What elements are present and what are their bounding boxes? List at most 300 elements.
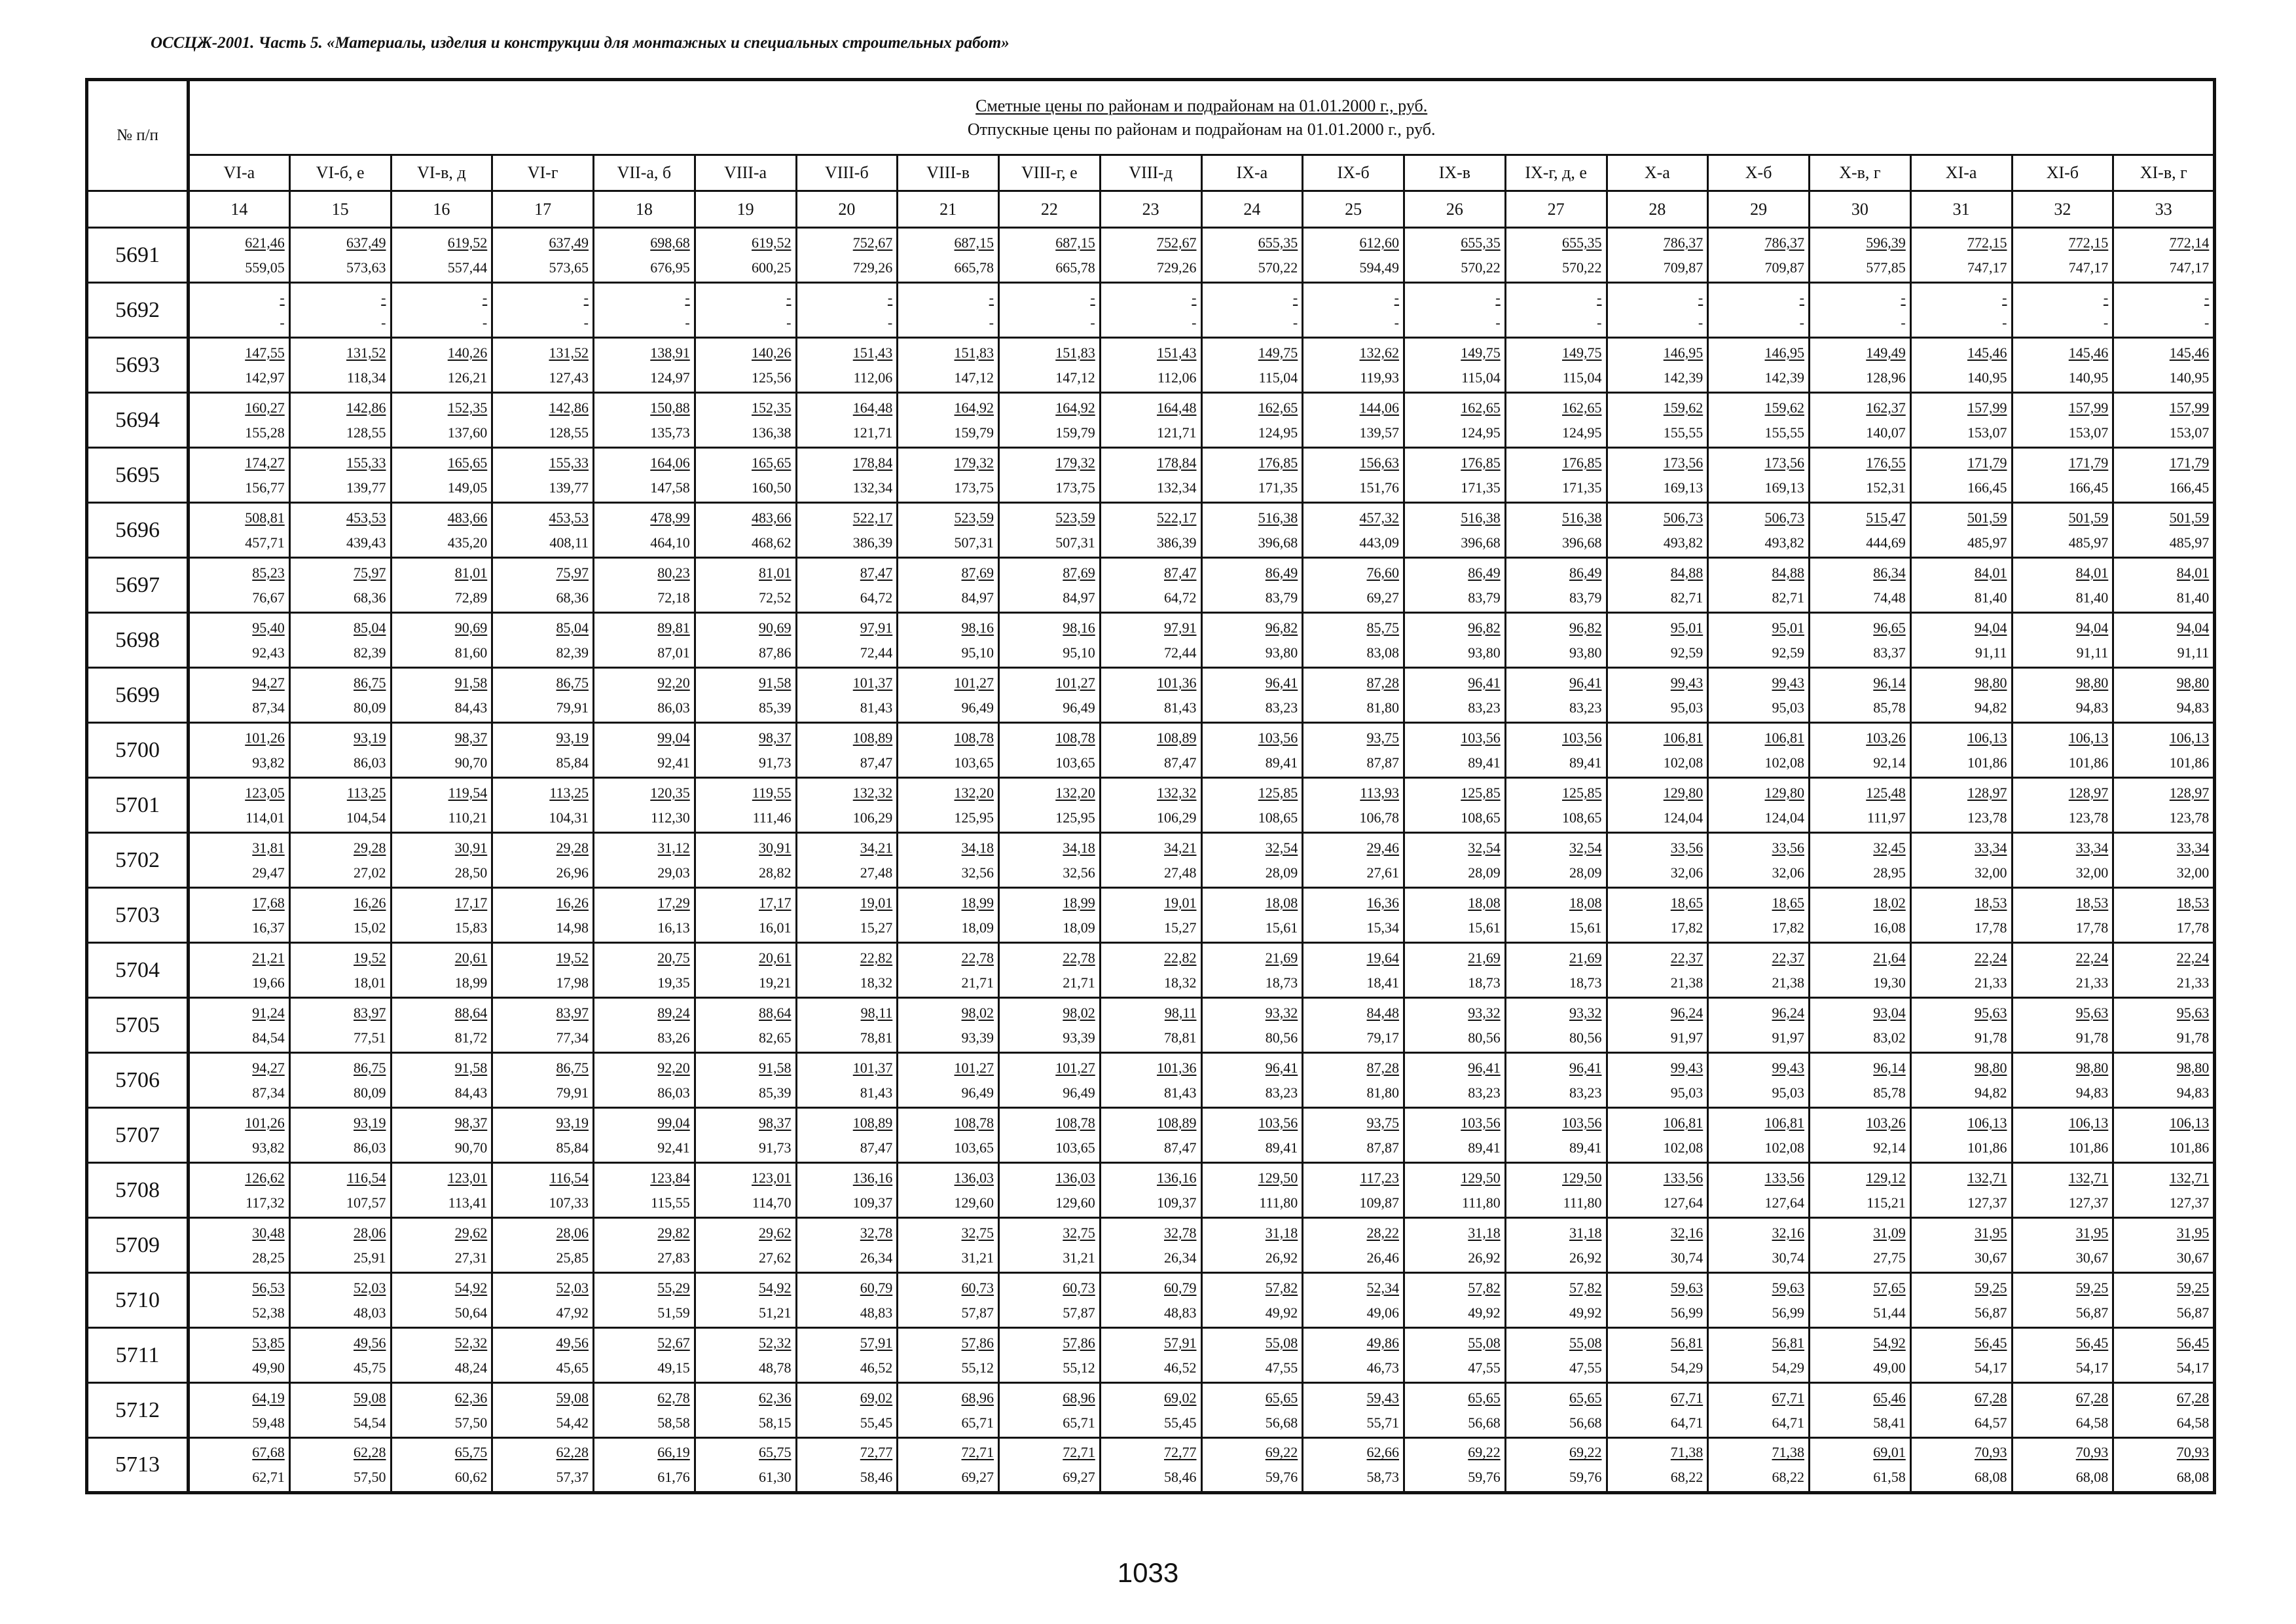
estimated-price: 56,45: [1975, 1334, 2007, 1351]
estimated-price: 140,26: [447, 344, 488, 361]
release-price: 48,03: [354, 1304, 386, 1321]
price-cell: [1505, 283, 1607, 338]
price-cell: [796, 888, 898, 943]
price-cell: [189, 613, 290, 668]
price-cell: [1303, 1163, 1404, 1218]
release-price: 26,92: [1468, 1249, 1501, 1266]
price-cell: [391, 668, 492, 723]
column-number: 27: [1505, 191, 1607, 228]
release-price: 72,44: [860, 644, 893, 661]
estimated-price: 57,82: [1569, 1279, 1602, 1296]
estimated-price: 106,81: [1764, 729, 1804, 746]
estimated-price: 84,01: [2075, 564, 2109, 581]
item-number: 5699: [87, 668, 189, 723]
estimated-price: 32,54: [1265, 839, 1298, 856]
release-price: 79,91: [556, 1084, 589, 1101]
price-cell: [2012, 1438, 2113, 1493]
estimated-price: 87,28: [1366, 674, 1399, 691]
price-cell: [594, 1053, 695, 1108]
estimated-price: 95,63: [2176, 1004, 2210, 1021]
price-cell: [492, 1383, 594, 1438]
release-price: 77,51: [354, 1029, 386, 1046]
price-cell: [1303, 503, 1404, 558]
estimated-price: 106,13: [1967, 1114, 2007, 1131]
estimated-price: 133,56: [1764, 1169, 1804, 1186]
price-cell: [492, 338, 594, 393]
column-number: 18: [594, 191, 695, 228]
price-cell: [1607, 393, 1708, 448]
release-price: 55,45: [1164, 1414, 1197, 1431]
estimated-price: 83,97: [556, 1004, 589, 1021]
estimated-price: 93,32: [1468, 1004, 1501, 1021]
release-price: 85,84: [556, 1139, 589, 1156]
estimated-price: 86,75: [556, 1059, 589, 1076]
release-price: 139,77: [549, 479, 589, 496]
price-cell: [1708, 448, 1810, 503]
release-price: 106,29: [852, 809, 893, 826]
column-header: X-б: [1708, 155, 1810, 191]
release-price: 72,89: [454, 589, 488, 606]
price-cell: [2113, 943, 2215, 998]
estimated-price: 28,22: [1366, 1224, 1399, 1241]
estimated-price: 99,43: [1772, 674, 1804, 691]
estimated-price: 596,39: [1866, 234, 1906, 251]
price-cell: [999, 833, 1101, 888]
price-cell: [391, 1273, 492, 1328]
estimated-price: 31,81: [252, 839, 285, 856]
estimated-price: 90,69: [454, 619, 488, 636]
price-cell: [1201, 1328, 1303, 1383]
estimated-price: -: [1597, 289, 1602, 306]
release-price: 16,08: [1873, 919, 1906, 936]
price-cell: [1303, 1273, 1404, 1328]
estimated-price: 60,79: [860, 1279, 893, 1296]
estimated-price: 93,19: [556, 729, 589, 746]
price-cell: [898, 448, 999, 503]
price-cell: [796, 1053, 898, 1108]
price-cell: [1708, 1273, 1810, 1328]
release-price: 56,87: [2075, 1304, 2109, 1321]
release-price: 77,34: [556, 1029, 589, 1046]
estimated-price: 84,48: [1366, 1004, 1399, 1021]
estimated-price: 18,53: [2176, 894, 2210, 911]
price-cell: [1303, 943, 1404, 998]
release-price: 49,92: [1569, 1304, 1602, 1321]
table-row: [87, 1053, 2215, 1108]
price-cell: [2113, 393, 2215, 448]
estimated-price: 52,03: [354, 1279, 386, 1296]
price-cell: [1708, 503, 1810, 558]
estimated-price: 106,81: [1663, 1114, 1704, 1131]
estimated-price: 151,43: [852, 344, 893, 361]
price-cell: [2113, 778, 2215, 833]
estimated-price: 145,46: [2068, 344, 2109, 361]
estimated-price: 56,81: [1670, 1334, 1704, 1351]
column-number: 23: [1100, 191, 1201, 228]
estimated-price: 103,56: [1258, 729, 1298, 746]
price-cell: [1303, 448, 1404, 503]
estimated-price: 621,46: [245, 234, 285, 251]
price-cell: [1810, 1218, 1911, 1273]
release-price: 85,39: [759, 1084, 792, 1101]
estimated-price: 29,62: [759, 1224, 792, 1241]
estimated-price: 103,56: [1461, 1114, 1501, 1131]
item-number: 5706: [87, 1053, 189, 1108]
estimated-price: 129,50: [1562, 1169, 1602, 1186]
release-price: 81,43: [1164, 1084, 1197, 1101]
estimated-price: 132,32: [852, 784, 893, 801]
price-cell: [189, 503, 290, 558]
estimated-price: 52,32: [454, 1334, 488, 1351]
estimated-price: 95,01: [1772, 619, 1804, 636]
release-price: -: [381, 314, 386, 331]
price-cell: [1303, 558, 1404, 613]
release-price: 87,34: [252, 1084, 285, 1101]
price-cell: [999, 778, 1101, 833]
release-price: 113,41: [448, 1194, 488, 1211]
estimated-price: 698,68: [650, 234, 690, 251]
column-number: 14: [189, 191, 290, 228]
price-cell: [1404, 833, 1506, 888]
estimated-price: 65,65: [1569, 1389, 1602, 1406]
price-cell: [289, 338, 391, 393]
release-price: 15,27: [860, 919, 893, 936]
price-cell: [391, 1218, 492, 1273]
estimated-price: 98,37: [759, 729, 792, 746]
estimated-price: -: [1901, 289, 1906, 306]
price-cell: [1810, 283, 1911, 338]
estimated-price: 91,58: [454, 674, 488, 691]
release-price: 27,48: [860, 864, 893, 881]
release-price: 125,56: [752, 369, 792, 386]
price-cell: [1910, 448, 2012, 503]
estimated-price: 101,37: [852, 1059, 893, 1076]
release-price: -: [1698, 314, 1704, 331]
release-price: 95,03: [1772, 1084, 1804, 1101]
price-cell: [1100, 723, 1201, 778]
estimated-price: 160,27: [245, 399, 285, 416]
price-cell: [1100, 1328, 1201, 1383]
table-row: [87, 1438, 2215, 1493]
item-number: 5691: [87, 228, 189, 283]
release-price: 17,82: [1772, 919, 1804, 936]
price-cell: [898, 1328, 999, 1383]
price-cell: [1810, 1273, 1911, 1328]
price-cell: [289, 888, 391, 943]
price-cell: [492, 998, 594, 1053]
release-price: 17,98: [556, 974, 589, 991]
estimated-price: 176,85: [1258, 454, 1298, 471]
release-price: 96,49: [961, 1084, 994, 1101]
estimated-price: 96,24: [1772, 1004, 1804, 1021]
price-cell: [1100, 283, 1201, 338]
price-cell: [391, 393, 492, 448]
release-price: 25,85: [556, 1249, 589, 1266]
release-price: 26,96: [556, 864, 589, 881]
estimated-price: 75,97: [556, 564, 589, 581]
estimated-price: 149,75: [1258, 344, 1298, 361]
release-price: 123,78: [2169, 809, 2210, 826]
estimated-price: 97,91: [860, 619, 893, 636]
release-price: 149,05: [447, 479, 488, 496]
release-price: -: [583, 314, 589, 331]
price-cell: [189, 778, 290, 833]
price-cell: [1810, 448, 1911, 503]
item-number: 5694: [87, 393, 189, 448]
price-cell: [796, 558, 898, 613]
price-cell: [1404, 338, 1506, 393]
price-cell: [2012, 613, 2113, 668]
estimated-price: 69,22: [1569, 1444, 1602, 1460]
estimated-price: 65,65: [1468, 1389, 1501, 1406]
price-cell: [1100, 228, 1201, 283]
price-cell: [189, 1108, 290, 1163]
estimated-price: 53,85: [252, 1334, 285, 1351]
price-cell: [1910, 228, 2012, 283]
estimated-price: 129,50: [1258, 1169, 1298, 1186]
price-cell: [289, 228, 391, 283]
price-cell: [695, 1328, 796, 1383]
price-cell: [492, 778, 594, 833]
release-price: 68,08: [1975, 1469, 2007, 1485]
estimated-price: 59,25: [2176, 1279, 2210, 1296]
estimated-price: 523,59: [1055, 509, 1095, 526]
estimated-price: 20,75: [657, 949, 690, 966]
estimated-price: 17,17: [454, 894, 488, 911]
release-price: 396,68: [1562, 534, 1602, 551]
price-cell: [1910, 668, 2012, 723]
price-cell: [1505, 833, 1607, 888]
price-cell: [1607, 1108, 1708, 1163]
item-number: 5695: [87, 448, 189, 503]
release-price: 58,73: [1366, 1469, 1399, 1485]
price-cell: [1404, 1438, 1506, 1493]
estimated-price: 108,78: [954, 729, 994, 746]
estimated-price: 113,93: [1360, 784, 1399, 801]
release-price: 26,92: [1569, 1249, 1602, 1266]
price-cell: [1100, 613, 1201, 668]
table-row: [87, 668, 2215, 723]
release-price: 173,75: [1055, 479, 1095, 496]
estimated-price: 103,26: [1866, 1114, 1906, 1131]
release-price: 83,79: [1468, 589, 1501, 606]
price-cell: [594, 943, 695, 998]
estimated-price: 99,04: [657, 729, 690, 746]
price-cell: [289, 448, 391, 503]
price-cell: [1303, 998, 1404, 1053]
release-price: 485,97: [1967, 534, 2007, 551]
price-cell: [189, 393, 290, 448]
price-cell: [898, 1108, 999, 1163]
estimated-price: 87,69: [1063, 564, 1095, 581]
estimated-price: 91,58: [759, 1059, 792, 1076]
price-cell: [1607, 338, 1708, 393]
price-cell: [1910, 943, 2012, 998]
estimated-price: 128,97: [1967, 784, 2007, 801]
release-price: -: [2103, 314, 2109, 331]
column-header: VIII-б: [796, 155, 898, 191]
estimated-price: 65,75: [759, 1444, 792, 1460]
price-cell: [1910, 283, 2012, 338]
release-price: 93,82: [252, 754, 285, 771]
price-cell: [695, 1053, 796, 1108]
release-price: 169,13: [1764, 479, 1804, 496]
estimated-price: 94,04: [2176, 619, 2210, 636]
price-cell: [1505, 338, 1607, 393]
estimated-price: 113,25: [346, 784, 386, 801]
estimated-price: 125,48: [1866, 784, 1906, 801]
estimated-price: 71,38: [1772, 1444, 1804, 1460]
price-cell: [1201, 613, 1303, 668]
estimated-price: 98,80: [2176, 674, 2210, 691]
release-price: 573,65: [549, 259, 589, 276]
release-price: 80,56: [1265, 1029, 1298, 1046]
table-row: [87, 448, 2215, 503]
price-cell: [1910, 723, 2012, 778]
price-cell: [1100, 338, 1201, 393]
estimated-price: 60,73: [961, 1279, 994, 1296]
estimated-price: 22,24: [2075, 949, 2109, 966]
release-price: 80,09: [354, 1084, 386, 1101]
price-cell: [695, 338, 796, 393]
estimated-price: 103,56: [1461, 729, 1501, 746]
price-cell: [391, 1438, 492, 1493]
price-cell: [1607, 1438, 1708, 1493]
estimated-price: 98,02: [1063, 1004, 1095, 1021]
release-price: 58,46: [1164, 1469, 1197, 1485]
price-cell: [1201, 888, 1303, 943]
estimated-price: 29,82: [657, 1224, 690, 1241]
column-header: IX-г, д, е: [1505, 155, 1607, 191]
estimated-price: 72,77: [1164, 1444, 1197, 1460]
price-cell: [1100, 778, 1201, 833]
release-price: 557,44: [447, 259, 488, 276]
estimated-price: 91,58: [454, 1059, 488, 1076]
price-cell: [1201, 833, 1303, 888]
price-cell: [2113, 1273, 2215, 1328]
estimated-price: 96,41: [1468, 1059, 1501, 1076]
estimated-price: 149,75: [1562, 344, 1602, 361]
estimated-price: 18,53: [1975, 894, 2007, 911]
price-cell: [796, 1108, 898, 1163]
release-price: 92,14: [1873, 754, 1906, 771]
release-price: 48,24: [454, 1359, 488, 1376]
estimated-price: 56,53: [252, 1279, 285, 1296]
release-price: 83,23: [1265, 699, 1298, 716]
price-cell: [594, 723, 695, 778]
estimated-price: 60,73: [1063, 1279, 1095, 1296]
price-cell: [391, 448, 492, 503]
release-price: 128,96: [1866, 369, 1906, 386]
price-cell: [1100, 998, 1201, 1053]
price-cell: [1201, 943, 1303, 998]
release-price: 83,23: [1569, 699, 1602, 716]
estimated-price: 101,36: [1157, 1059, 1197, 1076]
price-cell: [898, 1053, 999, 1108]
estimated-price: 22,78: [961, 949, 994, 966]
estimated-price: 131,52: [549, 344, 589, 361]
price-cell: [1810, 1053, 1911, 1108]
price-cell: [1708, 1438, 1810, 1493]
price-cell: [796, 613, 898, 668]
estimated-price: 21,69: [1569, 949, 1602, 966]
estimated-price: 125,85: [1258, 784, 1298, 801]
release-price: 96,49: [1063, 1084, 1095, 1101]
release-price: -: [482, 314, 488, 331]
release-price: 68,36: [556, 589, 589, 606]
estimated-price: 786,37: [1764, 234, 1804, 251]
estimated-price: 62,36: [454, 1389, 488, 1406]
release-price: 27,83: [657, 1249, 690, 1266]
release-price: 81,80: [1366, 699, 1399, 716]
release-price: 107,33: [549, 1194, 589, 1211]
estimated-price: 32,78: [860, 1224, 893, 1241]
estimated-price: 119,54: [448, 784, 488, 801]
release-price: 142,97: [245, 369, 285, 386]
release-price: 21,33: [2176, 974, 2210, 991]
estimated-price: 59,63: [1772, 1279, 1804, 1296]
price-cell: [1708, 723, 1810, 778]
estimated-price: 86,49: [1569, 564, 1602, 581]
estimated-price: 29,28: [354, 839, 386, 856]
price-cell: [594, 558, 695, 613]
estimated-price: 123,01: [752, 1169, 792, 1186]
price-cell: [2012, 393, 2113, 448]
release-price: 140,95: [2068, 369, 2109, 386]
table-row: [87, 1108, 2215, 1163]
price-cell: [1100, 1438, 1201, 1493]
estimated-price: 132,20: [1055, 784, 1095, 801]
release-price: 93,80: [1265, 644, 1298, 661]
price-cell: [289, 558, 391, 613]
release-price: 507,31: [1055, 534, 1095, 551]
release-price: 15,61: [1569, 919, 1602, 936]
table-row: [87, 778, 2215, 833]
price-cell: [492, 1218, 594, 1273]
release-price: 21,38: [1670, 974, 1704, 991]
release-price: 59,48: [252, 1414, 285, 1431]
release-price: 435,20: [447, 534, 488, 551]
estimated-price: 93,32: [1265, 1004, 1298, 1021]
price-cell: [898, 943, 999, 998]
estimated-price: 89,81: [657, 619, 690, 636]
release-price: 83,37: [1873, 644, 1906, 661]
estimated-price: 98,11: [860, 1004, 893, 1021]
release-price: 51,21: [759, 1304, 792, 1321]
release-price: 124,04: [1663, 809, 1704, 826]
estimated-price: -: [381, 289, 386, 306]
row-number-header: № п/п: [87, 80, 189, 191]
price-cell: [2113, 668, 2215, 723]
release-price: 28,25: [252, 1249, 285, 1266]
release-price: -: [1090, 314, 1095, 331]
estimated-price: 108,78: [1055, 729, 1095, 746]
price-cell: [289, 613, 391, 668]
price-cell: [2012, 558, 2113, 613]
estimated-price: 54,92: [454, 1279, 488, 1296]
release-price: 171,35: [1562, 479, 1602, 496]
release-price: 115,55: [651, 1194, 690, 1211]
release-price: 115,04: [1562, 369, 1602, 386]
price-cell: [695, 1218, 796, 1273]
price-cell: [189, 558, 290, 613]
price-cell: [594, 338, 695, 393]
price-cell: [1201, 228, 1303, 283]
price-cell: [1810, 668, 1911, 723]
estimated-price: 69,02: [1164, 1389, 1197, 1406]
price-cell: [898, 283, 999, 338]
release-price: 78,81: [1164, 1029, 1197, 1046]
